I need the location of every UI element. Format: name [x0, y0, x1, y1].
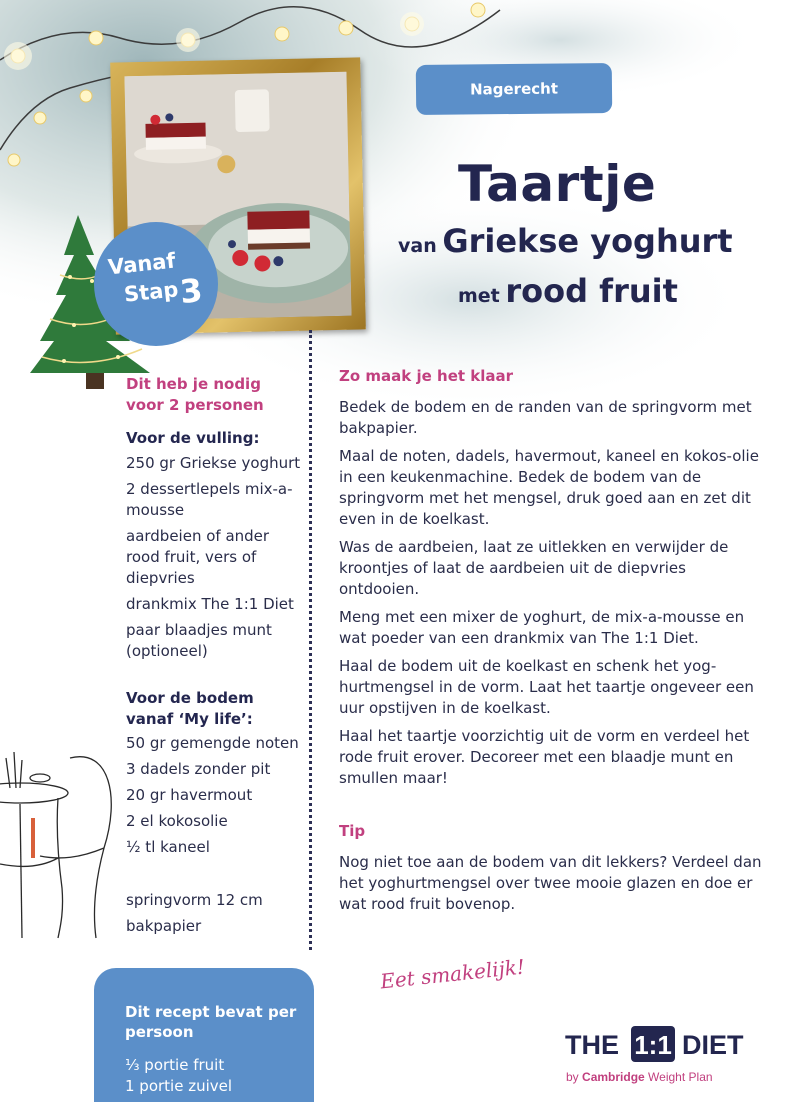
step-badge — [94, 222, 218, 346]
recipe-title-line2 — [398, 222, 733, 260]
ingredient-item: drankmix The 1:1 Diet — [126, 595, 294, 613]
method-step: Haal de bodem uit de koelkast en schenk het yog-hurtmengsel in de vorm. Laat het taartje ongeveer een uur opstijven in de koelkast. — [339, 657, 754, 717]
method-step: Was de aardbeien, laat ze uitlekken en verwijder de kroontjes of laat de aardbeien uit de diepvries ontdooien. — [339, 538, 729, 598]
ingredient-item: aardbeien of ander rood fruit, vers of diepvries — [126, 527, 270, 587]
portions-heading: Dit recept bevat per persoon — [125, 1003, 297, 1041]
ingredient-item: 250 gr Griekse yoghurt — [126, 454, 301, 472]
equipment-item: bakpapier — [126, 917, 202, 935]
recipe-title: Taartje — [458, 155, 657, 213]
title-phrase-rood-fruit: rood fruit — [505, 272, 678, 310]
ingredient-item: paar blaadjes munt (optioneel) — [126, 621, 272, 660]
table-chair-illustration — [0, 738, 118, 943]
method-heading: Zo maak je het klaar — [339, 367, 514, 385]
method-step: Maal de noten, dadels, havermout, kaneel en kokos-olie in een keukenmachine. Bedek de bodem van de springvorm met het mengsel, druk goed aan en zet dit even in de koelkast. — [339, 447, 759, 528]
method-step: Haal het taartje voorzichtig uit de vorm en verdeel het rode fruit erover. Decoreer met een blaadje munt en smullen maar! — [339, 727, 750, 787]
logo-diet: DIET — [682, 1030, 744, 1060]
portions-info-box — [94, 968, 314, 1102]
base-heading-line1: Voor de bodem — [126, 689, 254, 707]
portion-item: 1 portie zuivel — [125, 1077, 233, 1095]
title-phrase-griekse-yoghurt: Griekse yoghurt — [442, 222, 733, 260]
logo-mark-text: 1:1 — [634, 1030, 672, 1060]
ingredient-item: 3 dadels zonder pit — [126, 760, 271, 778]
step-badge-number: 3 — [178, 270, 205, 312]
method-step: Meng met een mixer de yoghurt, de mix-a-mousse en wat poeder van een drankmix van The 1:1 Diet. — [339, 608, 745, 647]
portion-item: ¹⁄₃ portie fruit — [125, 1056, 225, 1074]
logo-mark-icon — [631, 1026, 675, 1062]
filling-heading: Voor de vulling: — [126, 429, 260, 447]
ingredient-item: ½ tl kaneel — [126, 838, 210, 856]
category-badge: Nagerecht — [416, 63, 613, 115]
ingredients-heading-line1: Dit heb je nodig — [126, 375, 261, 393]
logo-by: by — [566, 1070, 579, 1084]
logo-brand-rest: Weight Plan — [644, 1070, 713, 1084]
signature-text: Eet smakelijk! — [379, 954, 526, 994]
tip-text: Nog niet toe aan de bodem van dit lekkers? Verdeel dan het yoghurtmengsel over twee mooie glazen en doe er wat rood fruit bovenop. — [339, 853, 762, 913]
ingredient-item: 20 gr havermout — [126, 786, 253, 804]
recipe-title-line3 — [458, 272, 678, 310]
ingredient-item: 50 gr gemengde noten — [126, 734, 299, 752]
logo-the: THE — [565, 1030, 619, 1060]
method-section — [339, 366, 764, 922]
logo-brand-bold: Cambridge — [582, 1070, 645, 1084]
method-step: Bedek de bodem en de randen van de springvorm met bakpapier. — [339, 398, 752, 437]
ingredient-item: 2 dessertlepels mix-a-mousse — [126, 480, 293, 519]
ingredients-section — [126, 374, 306, 937]
equipment-item: springvorm 12 cm — [126, 891, 263, 909]
column-divider — [309, 330, 312, 950]
step-badge-line1: Vanaf — [106, 248, 177, 280]
ingredients-heading-line2: voor 2 personen — [126, 396, 264, 414]
logo-subtitle — [566, 1070, 713, 1084]
step-badge-line2: Stap — [122, 277, 180, 307]
title-word-van: van — [398, 235, 437, 257]
ingredient-item: 2 el kokosolie — [126, 812, 228, 830]
base-heading-line2: vanaf ‘My life’: — [126, 710, 253, 728]
tip-heading: Tip — [339, 822, 366, 840]
title-word-met: met — [458, 285, 500, 307]
